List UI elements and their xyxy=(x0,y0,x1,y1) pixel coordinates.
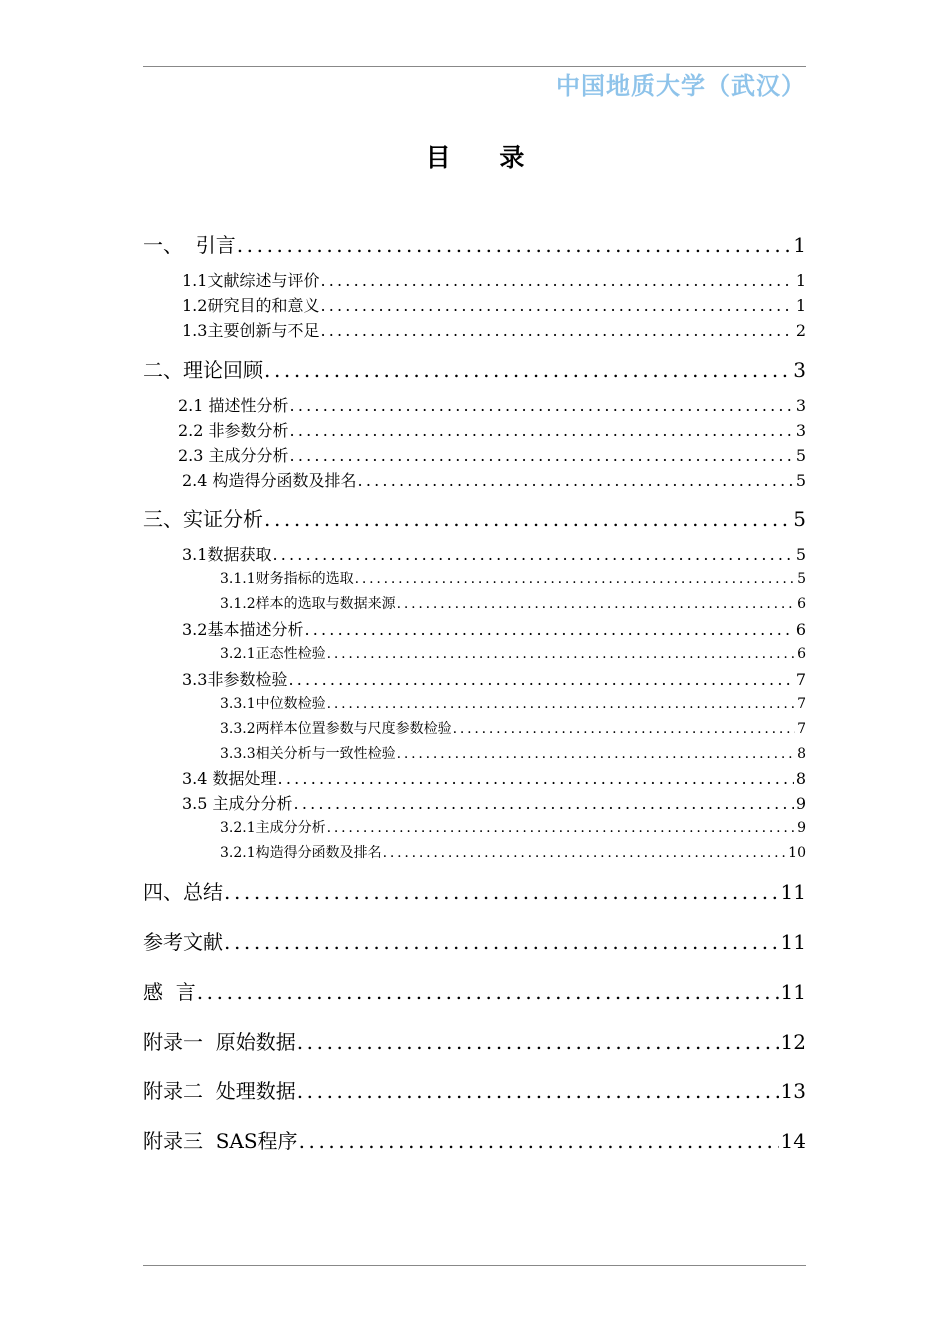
leader-dots xyxy=(383,845,787,861)
leader-dots xyxy=(304,620,793,639)
leader-dots xyxy=(299,1129,779,1153)
toc-entry[interactable]: 2.3 主成分分析 ..... 5 xyxy=(178,443,806,466)
leader-dots xyxy=(290,421,794,440)
leader-dots xyxy=(290,396,794,415)
toc-entry[interactable]: 3.3.2两样本位置参数与尺度参数检验 ..... 7 xyxy=(220,718,806,738)
toc-entry[interactable]: 2.4 构造得分函数及排名 ..... 5 xyxy=(182,468,806,491)
toc-entry[interactable]: 2.1 描述性分析 ..... 3 xyxy=(178,393,806,416)
leader-dots xyxy=(264,507,791,531)
leader-dots xyxy=(397,596,795,612)
leader-dots xyxy=(327,646,795,662)
leader-dots xyxy=(320,271,793,290)
toc-entry[interactable]: 1.3主要创新与不足 ..... 2 xyxy=(182,318,806,341)
toc-entry[interactable]: 3.1.2样本的选取与数据来源 ..... 6 xyxy=(220,593,806,613)
toc-entry[interactable]: 1.1文献综述与评价 ..... 1 xyxy=(182,268,806,291)
toc-title-char: 录 xyxy=(499,143,525,172)
toc-entry[interactable]: 3.3非参数检验 ..... 7 xyxy=(182,667,806,690)
toc-entry[interactable]: 3.5 主成分分析 ..... 9 xyxy=(182,791,806,814)
toc-title xyxy=(0,138,950,174)
leader-dots xyxy=(272,545,793,564)
toc-entry[interactable]: 1.2研究目的和意义 ..... 1 xyxy=(182,293,806,316)
toc-entry[interactable]: 3.1.1财务指标的选取 ..... 5 xyxy=(220,568,806,588)
leader-dots xyxy=(397,746,795,762)
toc-entry[interactable]: 三、实证分析 ..... 5 xyxy=(143,503,806,532)
toc-entry[interactable]: 感 言 ..... 11 xyxy=(143,976,806,1005)
leader-dots xyxy=(327,696,795,712)
toc-entry[interactable]: 3.3.3相关分析与一致性检验 ..... 8 xyxy=(220,743,806,763)
leader-dots xyxy=(197,980,779,1004)
toc-entry[interactable]: 3.1数据获取 ..... 5 xyxy=(182,542,806,565)
toc-entry[interactable]: 2.2 非参数分析 ..... 3 xyxy=(178,418,806,441)
leader-dots xyxy=(320,296,793,315)
leader-dots xyxy=(453,721,795,737)
leader-dots xyxy=(288,670,793,689)
leader-dots xyxy=(320,321,793,340)
toc-entry[interactable]: 3.4 数据处理 ..... 8 xyxy=(182,766,806,789)
leader-dots xyxy=(297,1030,779,1054)
footer-rule xyxy=(143,1265,806,1266)
leader-dots xyxy=(237,233,792,257)
leader-dots xyxy=(297,1079,779,1103)
leader-dots xyxy=(278,769,794,788)
leader-dots xyxy=(290,446,794,465)
university-header: 中国地质大学（武汉） xyxy=(556,72,806,100)
toc-entry[interactable]: 3.2.1正态性检验 ..... 6 xyxy=(220,643,806,663)
leader-dots xyxy=(224,880,779,904)
toc-entry[interactable]: 附录三 SAS程序 ..... 14 xyxy=(143,1125,806,1154)
leader-dots xyxy=(224,930,779,954)
toc-entry[interactable]: 附录二 处理数据 ..... 13 xyxy=(143,1075,806,1104)
toc-entry[interactable]: 二、理论回顾 ..... 3 xyxy=(143,354,806,383)
toc-entry[interactable]: 3.2基本描述分析 ..... 6 xyxy=(182,617,806,640)
toc-entry[interactable]: 3.3.1中位数检验 ..... 7 xyxy=(220,693,806,713)
toc-entry[interactable]: 3.2.1主成分分析 ..... 9 xyxy=(220,817,806,837)
leader-dots xyxy=(327,820,795,836)
leader-dots xyxy=(358,471,794,490)
toc-entry[interactable]: 3.2.1构造得分函数及排名 ..... 10 xyxy=(220,842,806,862)
leader-dots xyxy=(355,571,795,587)
toc-entry[interactable]: 参考文献 ..... 11 xyxy=(143,926,806,955)
leader-dots xyxy=(294,794,794,813)
toc-title-char: 目 xyxy=(425,143,451,172)
toc-entry[interactable]: 四、总结 ..... 11 xyxy=(143,876,806,905)
toc-entry[interactable]: 附录一 原始数据 ..... 12 xyxy=(143,1026,806,1055)
toc-entry[interactable]: 一、 引言 ..... 1 xyxy=(143,229,806,258)
leader-dots xyxy=(264,358,791,382)
